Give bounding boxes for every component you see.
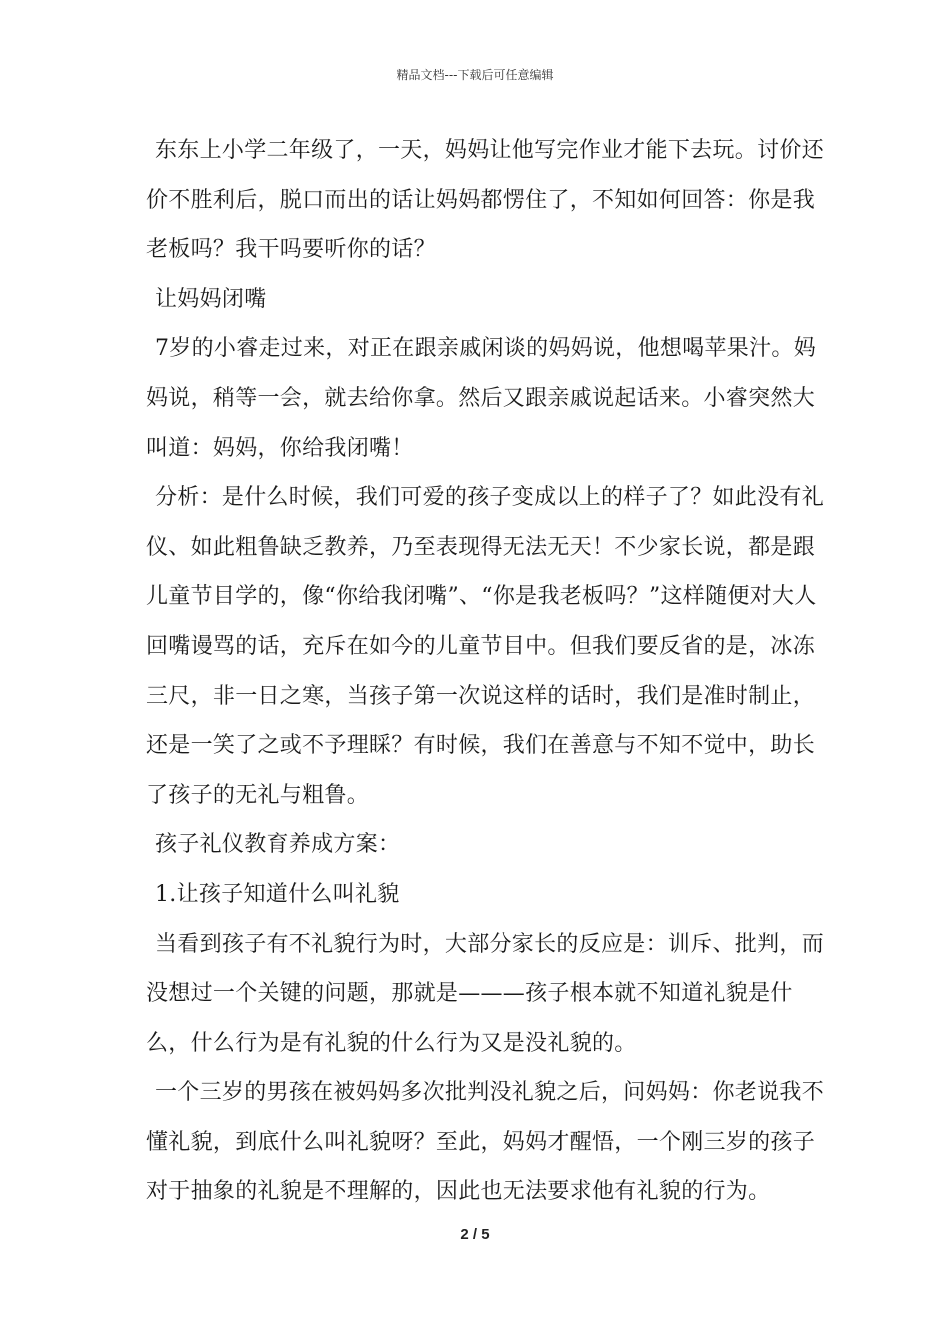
document-body: [146, 126, 826, 1217]
paragraph-parent-reaction: 当看到孩子有不礼貌行为时，大部分家长的反应是：训斥、批判，而没想过一个关键的问题，那就是———孩子根本就不知道礼貌是什么，什么行为是有礼貌的什么行为又是没礼貌的。: [146, 931, 825, 1056]
paragraph-dongdong-story: 东东上小学二年级了，一天，妈妈让他写完作业才能下去玩。讨价还价不胜利后，脱口而出的话让妈妈都愣住了，不知如何回答：你是我老板吗？我干吗要听你的话？: [146, 138, 825, 263]
paragraph-analysis: 分析：是什么时候，我们可爱的孩子变成以上的样子了？如此没有礼仪、如此粗鲁缺乏教养，乃至表现得无法无天！不少家长说，都是跟儿童节目学的，像“你给我闭嘴”、“你是我老板吗？”这样随便对大人回嘴谩骂的话，充斥在如今的儿童节目中。但我们要反省的是，冰冻三尺，非一日之寒，当孩子第一次说这样的话时，我们是准时制止，还是一笑了之或不予理睬？有时候，我们在善意与不知不觉中，助长了孩子的无礼与粗鲁。: [146, 485, 825, 808]
page-number: 2 / 5: [460, 1226, 490, 1243]
list-heading-item-1: 1.让孩子知道什么叫礼貌: [155, 881, 400, 907]
paragraph-three-year-old: 一个三岁的男孩在被妈妈多次批判没礼貌之后，问妈妈：你老说我不懂礼貌，到底什么叫礼貌呀？至此，妈妈才醒悟，一个刚三岁的孩子对于抽象的礼貌是不理解的，因此也无法要求他有礼貌的行为。: [146, 1080, 825, 1205]
page-header: 精品文档---下载后可任意编辑: [396, 68, 554, 82]
section-heading-plan: 孩子礼仪教育养成方案：: [155, 832, 401, 858]
section-heading-shut-up: 让妈妈闭嘴: [155, 286, 267, 312]
paragraph-xiaorui-story: 7岁的小睿走过来，对正在跟亲戚闲谈的妈妈说，他想喝苹果汁。妈妈说，稍等一会，就去给你拿。然后又跟亲戚说起话来。小睿突然大叫道：妈妈，你给我闭嘴！: [146, 336, 816, 461]
